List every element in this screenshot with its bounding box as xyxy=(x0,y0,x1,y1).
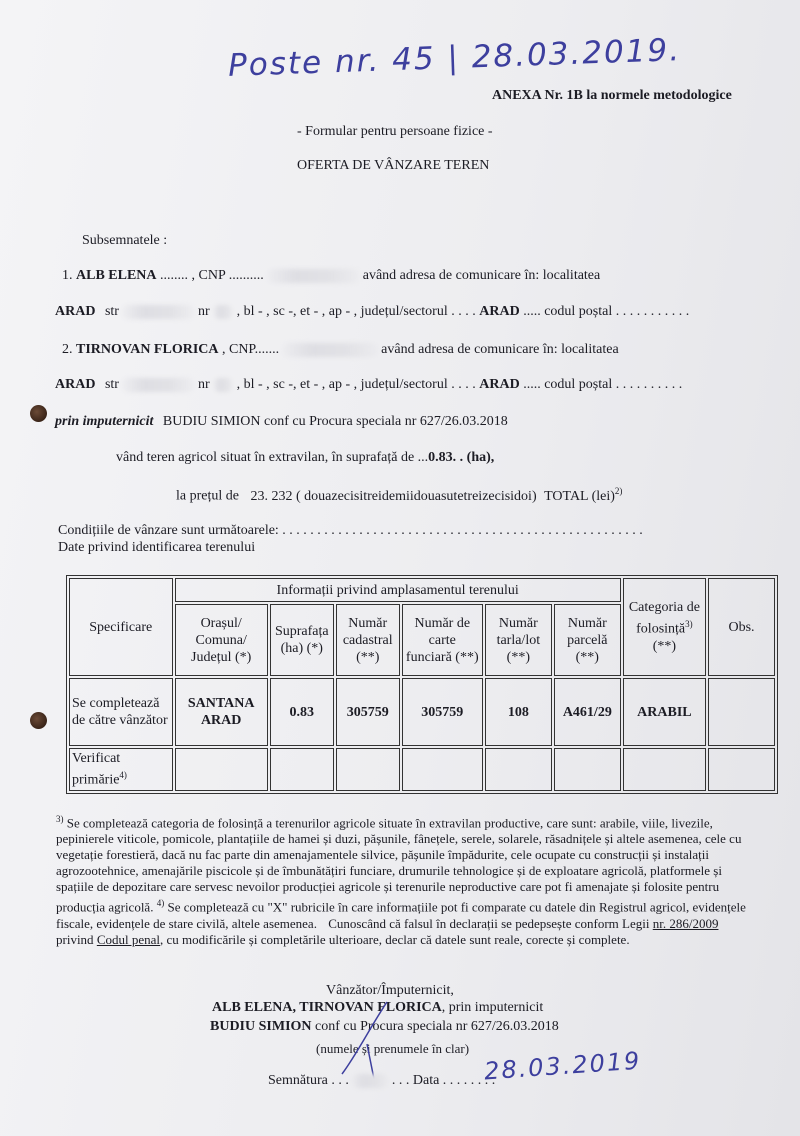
col-parcel: Număr parcelă (**) xyxy=(554,604,621,676)
redacted-number xyxy=(213,378,233,392)
handwritten-date: 28.03.2019 xyxy=(483,1046,643,1086)
signature-proxy-name: BUDIU SIMION xyxy=(210,1019,312,1034)
person-2-locality: ARAD xyxy=(55,377,96,392)
redacted-street xyxy=(122,305,194,319)
cell-locality: SANTANA ARAD xyxy=(175,678,268,746)
annex-label: ANEXA Nr. 1B la normele metodologice xyxy=(492,88,732,103)
person-2-address-intro: având adresa de comunicare în: localitatea xyxy=(381,342,619,357)
footnote-4-text: Se completează cu "X" rubricile în care informațiile pot fi comparate cu datele din Registrul agricol, evidențele fiscale, evidențele de stare civilă, altele asemenea. xyxy=(56,899,746,931)
cell-obs xyxy=(708,678,775,746)
person-1-line xyxy=(62,268,600,284)
price-line xyxy=(176,486,622,505)
person-1-locality: ARAD xyxy=(55,304,96,319)
redacted-number xyxy=(213,305,233,319)
cell-plot: 108 xyxy=(485,678,552,746)
person-1-address-rest: , bl - , sc -, et - , ap - , județul/sectorul . . . . xyxy=(236,304,476,319)
cell-empty xyxy=(175,748,268,791)
person-1-address-line xyxy=(55,304,689,320)
document-title: OFERTA DE VÂNZARE TEREN xyxy=(297,158,490,173)
row-verified-text: Verificat primărie xyxy=(72,751,121,788)
redacted-signature xyxy=(352,1074,388,1088)
footnotes xyxy=(56,811,756,948)
col-group-header: Informații privind amplasamentul terenului xyxy=(175,578,621,602)
date-label: . . . Data . . . . . . . . xyxy=(391,1073,496,1088)
law-reference: nr. 286/2009 xyxy=(652,915,719,931)
person-2-address-rest: , bl - , sc -, et - , ap - , județul/sectorul . . . . xyxy=(236,377,476,392)
declaration-start: Cunoscând că falsul în declarații se pedepsește conform Legii xyxy=(328,915,650,931)
intro-text: Subsemnatele : xyxy=(82,233,168,248)
sale-area: 0.83. . (ha), xyxy=(428,450,495,465)
col-specificare: Specificare xyxy=(69,578,173,676)
person-2-name: TIRNOVAN FLORICA xyxy=(76,342,219,357)
penal-code-reference: Codul penal xyxy=(96,931,160,947)
signature-role: Vânzător/Împuternicit, xyxy=(326,983,454,998)
cell-empty xyxy=(270,748,334,791)
cell-area: 0.83 xyxy=(270,678,334,746)
price-currency: TOTAL (lei) xyxy=(544,488,615,504)
punch-hole xyxy=(30,712,47,729)
cell-cadastral: 305759 xyxy=(336,678,400,746)
sale-conditions: Condițiile de vânzare sunt următoarele: . . . . . . . . . . . . . . . . . . . . . . . . . . . . . . . . . . . . . . . . . . . . . . . . . . . . xyxy=(58,523,643,538)
footnote-3-text: Se completează categoria de folosință a terenurilor agricole situate în extravilan productive, care sunt: arabile, viile, livezile, pepinierele viticole, pomicole, plantațiile de hamei și duzi, pășunile, fânețele, serele, solarele, răsadnițele și altele asemenea, cele cu vegetație forestieră, dacă nu fac parte din amenajamentele silvice, pășunile împădurite, cele ocupate cu construcții și instalații agrozootehnice, amenajările piscicole și de îmbunătățiri funciare, drumurile tehnologice și de exploatare agricolă, platformele și spațiile de depozitare care servesc nevoilor producției agricole și terenurile neproductive care pot fi amenajate și folosite pentru producția agricolă. xyxy=(56,815,742,915)
person-1-county: ARAD xyxy=(479,304,520,319)
signature-clarification: (numele și prenumele în clar) xyxy=(316,1041,470,1056)
col-plot: Număr tarla/lot (**) xyxy=(485,604,552,676)
footnote-4-ref: 4) xyxy=(156,898,165,909)
cell-empty xyxy=(336,748,400,791)
person-1-postal: ..... codul poștal . . . . . . . . . . . xyxy=(523,304,690,319)
redacted-cnp xyxy=(283,343,378,357)
col-category xyxy=(623,578,706,676)
sale-line xyxy=(116,450,494,466)
person-2-street-label: str xyxy=(104,377,119,392)
redacted-street xyxy=(122,378,194,392)
declaration-mid: privind xyxy=(56,931,94,947)
cell-parcel: A461/29 xyxy=(554,678,621,746)
signature-names: ALB ELENA, TIRNOVAN FLORICA xyxy=(212,1000,442,1015)
price-label: la prețul de xyxy=(176,488,239,504)
sale-text: vând teren agricol situat în extravilan, în suprafață de ... xyxy=(116,450,429,465)
col-category-tail: (**) xyxy=(652,638,677,654)
footnote-3-ref: 3) xyxy=(56,814,64,824)
col-cadastral: Număr cadastral (**) xyxy=(336,604,400,676)
person-2-postal: ..... codul poștal . . . . . . . . . . xyxy=(523,377,683,392)
punch-hole xyxy=(30,405,47,422)
cell-empty xyxy=(402,748,483,791)
redacted-cnp xyxy=(267,269,359,283)
handwritten-signature xyxy=(332,994,412,1084)
signature-proxy-rest: conf cu Procura speciala nr 627/26.03.2018 xyxy=(315,1019,559,1034)
cell-category: ARABIL xyxy=(623,678,706,746)
col-category-label: Categoria de folosință xyxy=(628,600,700,637)
person-2-cnp-label: , CNP....... xyxy=(221,342,280,357)
cell-empty xyxy=(708,748,775,791)
col-category-ref: 3) xyxy=(685,619,693,630)
form-type: - Formular pentru persoane fizice - xyxy=(297,124,493,139)
person-1-nr-label: nr xyxy=(197,304,210,319)
signature-label: Semnătura . . . xyxy=(268,1073,349,1088)
proxy-text: BUDIU SIMION conf cu Procura speciala nr 627/26.03.2018 xyxy=(162,414,508,429)
cell-empty xyxy=(485,748,552,791)
person-2-county: ARAD xyxy=(479,377,520,392)
person-1-name: ALB ELENA xyxy=(76,268,157,283)
person-2-nr-label: nr xyxy=(197,377,210,392)
land-identification-heading: Date privind identificarea terenului xyxy=(58,540,256,555)
col-locality: Orașul/ Comuna/ Județul (*) xyxy=(175,604,268,676)
cell-empty xyxy=(623,748,706,791)
col-obs: Obs. xyxy=(708,578,775,676)
signature-proxy-suffix: , prin imputernicit xyxy=(441,1000,544,1015)
price-value: 23. 232 ( douazecisitreidemiidouasutetreizecisidoi) xyxy=(250,488,537,504)
handwritten-registration-note: Poste nr. 45 | 28.03.2019. xyxy=(227,32,682,84)
col-land-book: Număr de carte funciară (**) xyxy=(402,604,483,676)
proxy-label: prin imputernicit xyxy=(55,414,154,429)
proxy-line xyxy=(55,414,508,430)
row-seller-label: Se completează de către vânzător xyxy=(69,678,173,746)
person-2-num: 2. xyxy=(62,342,73,357)
declaration-end: , cu modificările și completările ulterioare, declar că datele sunt reale, corecte și complete. xyxy=(160,931,630,947)
person-1-address-intro: având adresa de comunicare în: localitatea xyxy=(362,268,601,283)
person-2-address-line xyxy=(55,377,682,393)
row-verified-ref: 4) xyxy=(119,770,127,780)
col-area: Suprafața (ha) (*) xyxy=(270,604,334,676)
person-1-street-label: str xyxy=(104,304,119,319)
signature-date-line xyxy=(268,1073,495,1089)
row-verified-label xyxy=(69,748,173,791)
cell-land-book: 305759 xyxy=(402,678,483,746)
person-2-line xyxy=(62,342,619,358)
cell-empty xyxy=(554,748,621,791)
person-1-num: 1. xyxy=(62,268,73,283)
land-info-table xyxy=(66,575,778,794)
price-footnote-ref: 2) xyxy=(614,486,623,496)
person-1-cnp-label: ........ , CNP .......... xyxy=(160,268,264,283)
